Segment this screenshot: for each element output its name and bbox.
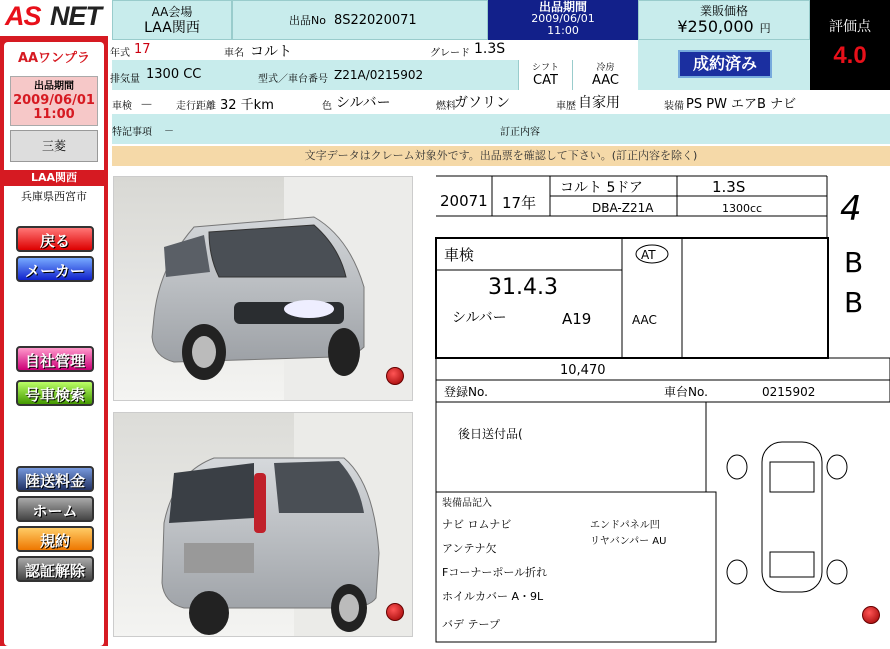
period-date: 2009/06/01	[531, 12, 595, 25]
price-label: 業販価格	[699, 4, 748, 18]
logo-net: NET	[50, 1, 101, 31]
sheet-remark-r1: エンドパネル凹	[590, 520, 660, 531]
lot-label: 出品No	[289, 14, 326, 27]
sheet-remark-2: アンテナ欠	[442, 542, 497, 555]
header-venue	[112, 0, 232, 40]
sheet-ac: AAC	[632, 313, 657, 327]
zoom-icon[interactable]	[862, 606, 880, 624]
venue-label: AA会場	[151, 5, 193, 19]
sheet-inspect-date: 31.4.3	[488, 275, 558, 300]
correction-label: 訂正内容	[500, 127, 540, 138]
year-label: 年式	[110, 48, 130, 59]
sidebar-period-label: 出品期間	[34, 81, 74, 92]
car-rear-image	[114, 413, 413, 637]
program-title: AAワンプラ	[8, 48, 100, 70]
mileage-value: 32 千km	[220, 98, 274, 113]
sheet-name: コルト 5ドア	[560, 180, 643, 196]
zoom-icon[interactable]	[386, 367, 404, 385]
sidebar-maker: 三菱	[10, 130, 98, 162]
ac-label: 冷房	[596, 63, 615, 73]
sheet-grade: 1.3S	[712, 178, 746, 196]
period-label: 出品期間	[538, 0, 587, 14]
shift-cell	[518, 60, 572, 90]
header-lot	[232, 0, 488, 40]
color-label: 色	[322, 101, 332, 112]
equip-label: 装備	[664, 101, 684, 112]
sidebar-venue: LAA関西	[4, 170, 104, 186]
inspect-label: 車検	[112, 101, 132, 112]
model-label: 型式／車台番号	[258, 74, 328, 85]
special-value: －	[164, 126, 174, 137]
color-value: シルバー	[336, 95, 391, 111]
sheet-interior: B	[844, 246, 864, 279]
header-price	[638, 0, 810, 40]
fuel-label: 燃料	[436, 101, 456, 112]
sheet-remark-r2: リヤバンパー AU	[590, 536, 667, 547]
sheet-year: 17年	[502, 194, 537, 212]
usage-value: 自家用	[578, 95, 620, 111]
venue-value: LAA関西	[144, 20, 200, 36]
sheet-chassis-label: 車台No.	[664, 385, 708, 399]
terms-button[interactable]: 規約	[16, 526, 94, 552]
sheet-remark-1: ナビ ロムナビ	[442, 518, 512, 531]
grade-label: 評価点	[829, 19, 871, 35]
disp-label: 排気量	[110, 74, 140, 85]
sheet-exterior: B	[844, 286, 864, 319]
period-time: 11:00	[547, 24, 579, 37]
car-photo-front[interactable]	[113, 176, 413, 401]
special-label: 特記事項	[112, 127, 152, 138]
home-button[interactable]: ホーム	[16, 496, 94, 522]
sheet-remark-5: バデ テープ	[442, 618, 500, 631]
mileage-label: 走行距離	[176, 101, 216, 112]
sidebar-location: 兵庫県西宮市	[4, 188, 104, 206]
usage-label: 車歴	[556, 101, 576, 112]
price-unit: 円	[759, 22, 771, 35]
logout-button[interactable]: 認証解除	[16, 556, 94, 582]
sheet-lot: 20071	[440, 192, 488, 210]
sheet-score: 4	[840, 189, 862, 229]
year-value: 17	[134, 42, 151, 57]
asnet-logo[interactable]	[0, 0, 108, 34]
notice-banner: 文字データはクレーム対象外です。出品票を確認して下さい。(訂正内容を除く)	[112, 146, 890, 166]
sheet-later: 後日送付品(	[458, 427, 523, 441]
sidebar-period-time: 11:00	[33, 107, 75, 122]
vehicle-row-4	[112, 114, 890, 144]
fuel-value: ガソリン	[454, 95, 510, 111]
shipping-fee-button[interactable]: 陸送料金	[16, 466, 94, 492]
sheet-mileage: 10,470	[560, 363, 606, 378]
sidebar-period	[10, 76, 98, 126]
grade-value: 4.0	[833, 42, 867, 69]
model-value: Z21A/0215902	[334, 68, 424, 82]
price-value: ¥250,000	[677, 17, 754, 36]
disp-value: 1300 CC	[146, 67, 202, 82]
logo-as: AS	[5, 1, 41, 31]
sidebar-period-date: 2009/06/01	[13, 93, 95, 108]
lot-value: 8S22020071	[333, 13, 417, 28]
sheet-color-code: A19	[562, 310, 592, 328]
ac-cell	[572, 60, 638, 90]
sheet-model: DBA-Z21A	[592, 201, 654, 215]
shift-label: シフト	[531, 63, 559, 73]
car-photo-rear[interactable]	[113, 412, 413, 637]
sheet-cc: 1300cc	[722, 202, 763, 215]
auction-sheet-drawing	[432, 172, 890, 646]
equip-value: PS PW エアB ナビ	[686, 97, 797, 112]
ac-value: AAC	[592, 73, 619, 88]
vehicle-row-2	[112, 60, 638, 90]
sheet-chassis: 0215902	[762, 385, 816, 399]
sheet-remarks-head: 装備品記入	[442, 498, 492, 509]
vehicle-row-3	[112, 90, 890, 114]
grade-label-field: グレード	[430, 48, 470, 59]
vehicle-row-1	[112, 40, 638, 60]
auction-sheet[interactable]	[432, 172, 890, 646]
name-label: 車名	[224, 48, 244, 59]
sheet-trans: AT	[641, 248, 656, 262]
inspect-value: －	[140, 98, 154, 113]
zoom-icon[interactable]	[386, 603, 404, 621]
sheet-remark-3: Fコーナーポール折れ	[442, 566, 548, 579]
grade-value-field: 1.3S	[474, 41, 506, 57]
sidebar	[0, 0, 108, 646]
sheet-color: シルバー	[452, 310, 507, 326]
lot-search-button[interactable]: 号車検索	[16, 380, 94, 406]
maker-button[interactable]: メーカー	[16, 256, 94, 282]
shift-value: CAT	[533, 73, 558, 88]
car-front-image	[114, 177, 413, 401]
sold-status-button[interactable]: 成約済み	[678, 50, 772, 78]
sheet-registration: 登録No.	[444, 385, 488, 399]
header-period	[488, 0, 638, 40]
back-button[interactable]: 戻る	[16, 226, 94, 252]
company-manage-button[interactable]: 自社管理	[16, 346, 94, 372]
sheet-remark-4: ホイルカバー A・9L	[442, 590, 544, 603]
header-grade	[810, 0, 890, 90]
name-value: コルト	[250, 44, 292, 60]
sheet-inspect: 車検	[444, 246, 475, 264]
